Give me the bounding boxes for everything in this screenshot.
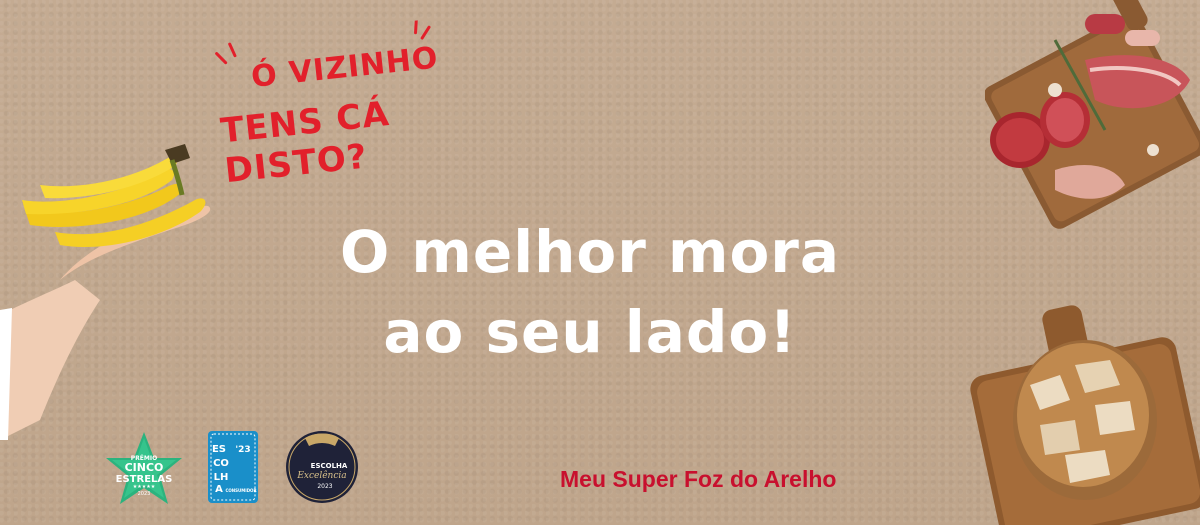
badge-cinco-line1: CINCO — [124, 461, 164, 474]
badge-escolha-year: '23 — [235, 445, 251, 455]
excelencia-seal-icon — [285, 430, 359, 504]
headline — [260, 212, 920, 372]
badge-cinco-stars: ★★★★★ — [132, 484, 156, 490]
escolha-consumidor-icon — [207, 430, 259, 504]
star-badge-icon — [104, 430, 184, 508]
tagline-line-2: TENS CÁ DISTO? — [218, 93, 392, 192]
tagline-line-1: Ó VIZINHO — [249, 40, 441, 96]
bread-board-illustration — [970, 305, 1200, 525]
badge-escolha-sub: CONSUMIDOR — [225, 488, 257, 493]
badge-excelencia-year: 2023 — [317, 483, 333, 490]
badge-excelencia-line2: Excelência — [297, 471, 347, 481]
badge-cinco-top: PRÉMIO — [130, 455, 158, 462]
headline-line-1: O melhor mora — [339, 218, 841, 286]
badge-escolha-excelencia — [285, 430, 359, 504]
badge-cinco-line2: ESTRELAS — [115, 474, 173, 485]
tagline — [207, 14, 490, 192]
badge-escolha-es: ES — [211, 444, 227, 455]
charcuterie-board-illustration — [985, 0, 1200, 230]
badge-cinco-year: 2023 — [137, 491, 151, 497]
badge-escolha-a: A — [215, 484, 223, 495]
badge-escolha-co: CO — [213, 458, 229, 469]
badge-cinco-estrelas — [104, 430, 184, 508]
store-name: Meu Super Foz do Arelho — [560, 466, 837, 492]
badge-escolha-lh: LH — [213, 472, 229, 483]
hand-with-bananas-illustration — [0, 140, 220, 470]
badge-escolha-consumidor — [207, 430, 259, 504]
headline-line-2: ao seu lado! — [383, 298, 797, 366]
badge-excelencia-line1: ESCOLHA — [310, 462, 348, 470]
